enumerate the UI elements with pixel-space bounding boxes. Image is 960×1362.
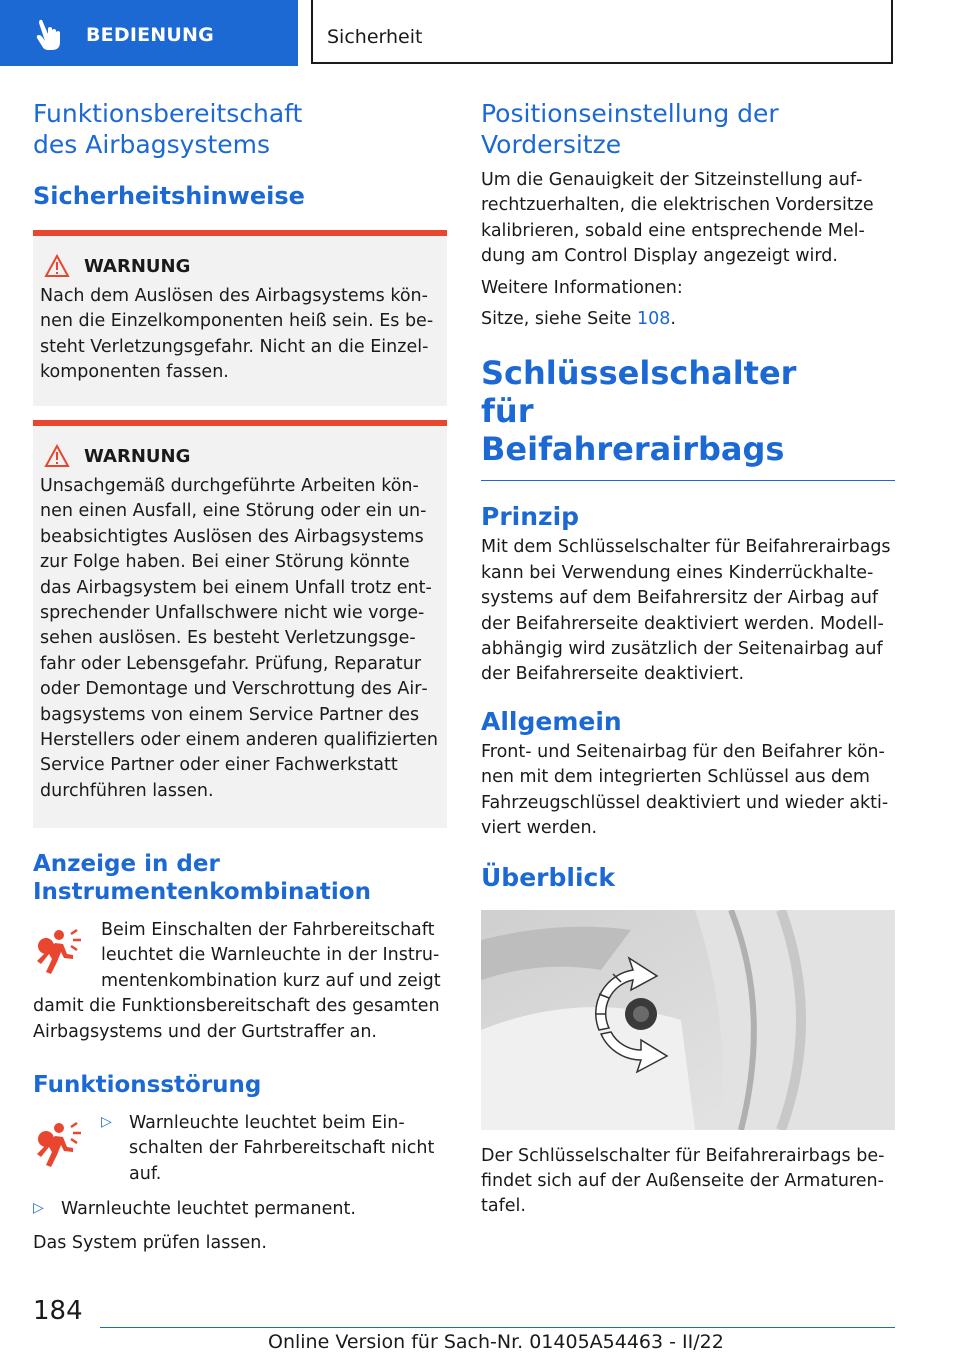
safety-heading: Sicherheitshinweise xyxy=(33,182,305,210)
page-number: 184 xyxy=(33,1296,83,1326)
right-column xyxy=(481,98,895,1220)
warning-title: WARNUNG xyxy=(84,255,191,277)
pointing-hand-icon xyxy=(34,18,70,52)
malfunction-heading: Funktionsstörung xyxy=(33,1072,262,1099)
warning-text: Nach dem Auslösen des Airbagsystems können die Einzelkomponenten heiß sein. Es besteht Verletzungsgefahr. Nicht an die Einzelkomponenten fassen. xyxy=(40,286,434,383)
warning-triangle-icon xyxy=(44,444,70,468)
seat-text: Um die Genauigkeit der Sitzeinstellung aufrechtzuerhalten, die elektrischen Vordersitze kalibrieren, sobald eine entsprechende Meldung am Control Display angezeigt wird. xyxy=(481,170,874,267)
divider xyxy=(481,480,895,481)
display-text: Beim Einschalten der Fahrbereitschaft leuchtet die Warnleuchte in der Instrumentenkombination kurz auf und zeigt damit die Funktionsbereitschaft des gesamten Airbagsystems und der Gurtstraffer an. xyxy=(33,920,441,1042)
overview-heading: Überblick xyxy=(481,862,615,892)
bullet-triangle-icon: ▷ xyxy=(101,1114,112,1131)
overview-caption: Der Schlüsselschalter für Beifahrerairbags befindet sich auf der Außenseite der Armaturentafel. xyxy=(481,1145,885,1217)
dashboard-illustration xyxy=(481,910,895,1130)
footer-divider xyxy=(100,1327,895,1328)
seat-heading: Positionseinstellung der Vordersitze xyxy=(481,99,779,159)
principle-text: Mit dem Schlüsselschalter für Beifahrerairbags kann bei Verwendung eines Kinderrückhaltesystems auf dem Beifahrersitz der Airbag auf der Beifahrerseite deaktiviert werden. Modellabhängig wird zusätzlich der Seitenairbag auf der Beifahrerseite deaktiviert. xyxy=(481,537,891,685)
display-heading: Anzeige in der Instrumentenkombination xyxy=(33,851,371,905)
key-switch-photo xyxy=(481,910,895,1130)
footer-online-version: Online Version für Sach-Nr. 01405A54463 - II/22 xyxy=(268,1331,724,1353)
section-header xyxy=(311,0,893,64)
warning-text: Unsachgemäß durchgeführte Arbeiten können einen Ausfall, eine Störung oder ein unbeabsichtigtes Auslösen des Airbagsystems zur Folge haben. Bei einer Störung könnte das Airbagsystem bei einem Unfall trotz entsprechender Unfallschwere nicht wie vorgesehen auslösen. Es besteht Verletzungsgefahr oder Lebensgefahr. Prüfung, Reparatur oder Demontage und Verschrottung des Airbagsystems von einem Service Partner des Herstellers oder einem anderen qualifizierten Service Partner oder einer Fachwerkstatt durchführen lassen. xyxy=(40,476,438,801)
general-text: Front- und Seitenairbag für den Beifahrer können mit dem integrierten Schlüssel aus dem Fahrzeugschlüssel deaktiviert und wieder aktiviert werden. xyxy=(481,741,889,839)
key-switch-heading: Schlüsselschalter für Beifahrerairbags xyxy=(481,354,797,469)
bullet-triangle-icon: ▷ xyxy=(33,1200,44,1217)
page-title: Funktionsbereitschaft des Airbagsystems xyxy=(33,99,303,159)
bullet-text: Warnleuchte leuchtet permanent. xyxy=(61,1199,356,1220)
warning-box-1 xyxy=(33,230,447,406)
left-column xyxy=(33,98,447,1256)
chapter-tab xyxy=(0,0,298,66)
principle-heading: Prinzip xyxy=(481,502,580,532)
warning-triangle-icon xyxy=(44,254,70,278)
warning-box-2 xyxy=(33,420,447,828)
airbag-warning-light-icon xyxy=(33,924,85,976)
page-link[interactable]: 108 xyxy=(637,309,671,330)
more-info: Weitere Informationen: xyxy=(481,277,683,298)
seat-reference: Sitze, siehe Seite 108. xyxy=(481,309,676,330)
warning-title: WARNUNG xyxy=(84,445,191,467)
list-item xyxy=(101,1111,447,1187)
general-heading: Allgemein xyxy=(481,706,622,736)
section-label: Sicherheit xyxy=(327,26,423,48)
malfunction-action: Das System prüfen lassen. xyxy=(33,1232,267,1253)
airbag-warning-light-icon xyxy=(33,1117,85,1169)
list-item xyxy=(33,1197,447,1222)
chapter-label: BEDIENUNG xyxy=(86,24,214,46)
bullet-text: Warnleuchte leuchtet beim Einschalten der Fahrbereitschaft nicht auf. xyxy=(129,1113,435,1184)
